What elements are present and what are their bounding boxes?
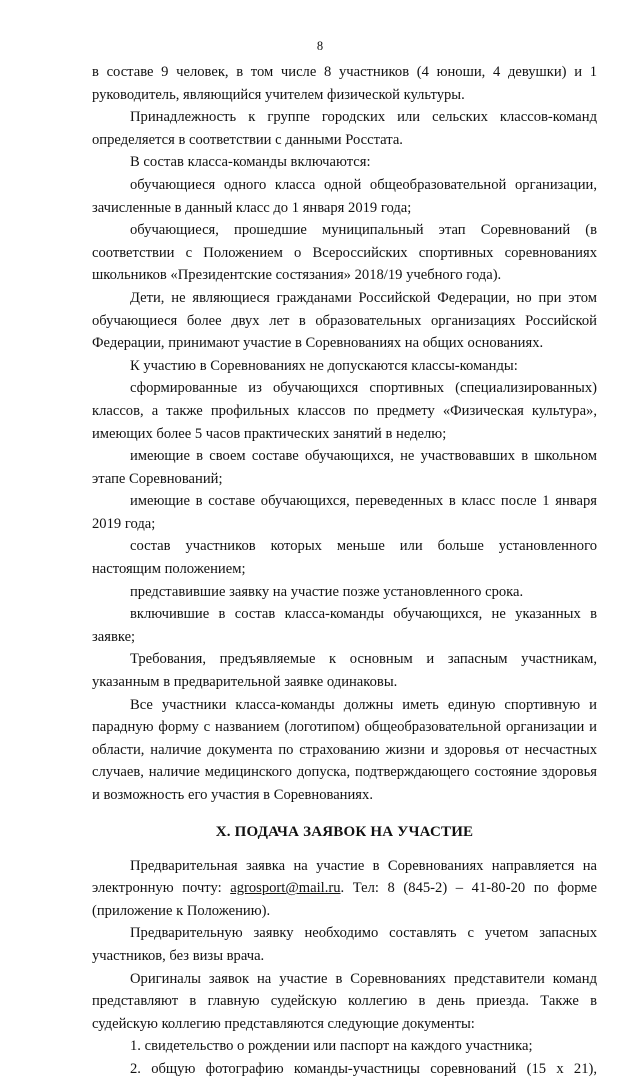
paragraph: обучающиеся, прошедшие муниципальный этап Соревнований (в соответствии с Положением о Всероссийских спортивных соревнованиях школьников «Президентские состязания» 2018/19 учебного года). bbox=[92, 222, 597, 284]
list-item: 2. общую фотографию команды-участницы соревнований (15 х 21), bbox=[130, 1060, 597, 1077]
paragraph: представившие заявку на участие позже установленного срока. bbox=[130, 583, 524, 600]
paragraph: Оригиналы заявок на участие в Соревнованиях представители команд представляют в главную судейскую коллегию в день приезда. Также в судейскую коллегию представляются следующие документы: bbox=[92, 970, 597, 1032]
paragraph: В состав класса-команды включаются: bbox=[130, 154, 371, 171]
paragraph: включившие в состав класса-команды обучающихся, не указанных в заявке; bbox=[92, 606, 597, 645]
paragraph: в составе 9 человек, в том числе 8 участников (4 юноши, 4 девушки) и 1 руководитель, являющийся учителем физической культуры. bbox=[92, 64, 597, 103]
application-paragraph bbox=[92, 855, 597, 923]
paragraph: К участию в Соревнованиях не допускаются классы-команды: bbox=[130, 357, 518, 374]
document-body bbox=[92, 61, 597, 1081]
paragraph: Принадлежность к группе городских или сельских классов-команд определяется в соответствии с данными Росстата. bbox=[92, 109, 597, 148]
email-link[interactable]: agrosport@mail.ru bbox=[230, 880, 341, 897]
application-text-after-email: . Тел: 8 (845-2) – 41-80-20 по форме (приложение к Положению). bbox=[92, 880, 597, 919]
paragraph: сформированные из обучающихся спортивных (специализированных) классов, а также профильных классов по предмету «Физическая культура», имеющих более 5 часов практических занятий в неделю; bbox=[92, 380, 597, 442]
application-text-before-email: Предварительная заявка на участие в Соревнованиях направляется на электронную почту: bbox=[92, 857, 597, 897]
paragraph: обучающиеся одного класса одной общеобразовательной организации, зачисленные в данный класс до 1 января 2019 года; bbox=[92, 176, 597, 216]
section-title: X. ПОДАЧА ЗАЯВОК НА УЧАСТИЕ bbox=[215, 823, 474, 840]
paragraph: Предварительную заявку необходимо составлять с учетом запасных участников, без визы врача. bbox=[92, 925, 597, 964]
list-item: 1. свидетельство о рождении или паспорт на каждого участника; bbox=[130, 1038, 533, 1055]
paragraph: Дети, не являющиеся гражданами Российской Федерации, но при этом обучающиеся более двух лет в образовательных организациях Российской Федерации, принимают участие в Соревнованиях на общих основаниях. bbox=[92, 289, 597, 352]
paragraph: имеющие в составе обучающихся, переведенных в класс после 1 января 2019 года; bbox=[92, 493, 597, 532]
page-number: 8 bbox=[316, 39, 324, 53]
paragraph: Все участники класса-команды должны иметь единую спортивную и парадную форму с названием (логотипом) общеобразовательной организации и области, наличие документа по страхованию жизни и здоровья от несчастных случаев, наличие медицинского допуска, подтверждающего состояние здоровья и возможность его участия в Соревнованиях. bbox=[92, 696, 597, 803]
paragraph: Требования, предъявляемые к основным и запасным участникам, указанным в предварительной заявке одинаковы. bbox=[92, 651, 597, 691]
paragraph: состав участников которых меньше или больше установленного настоящим положением; bbox=[92, 538, 597, 578]
paragraph: имеющие в своем составе обучающихся, не участвовавших в школьном этапе Соревнований; bbox=[92, 448, 597, 487]
